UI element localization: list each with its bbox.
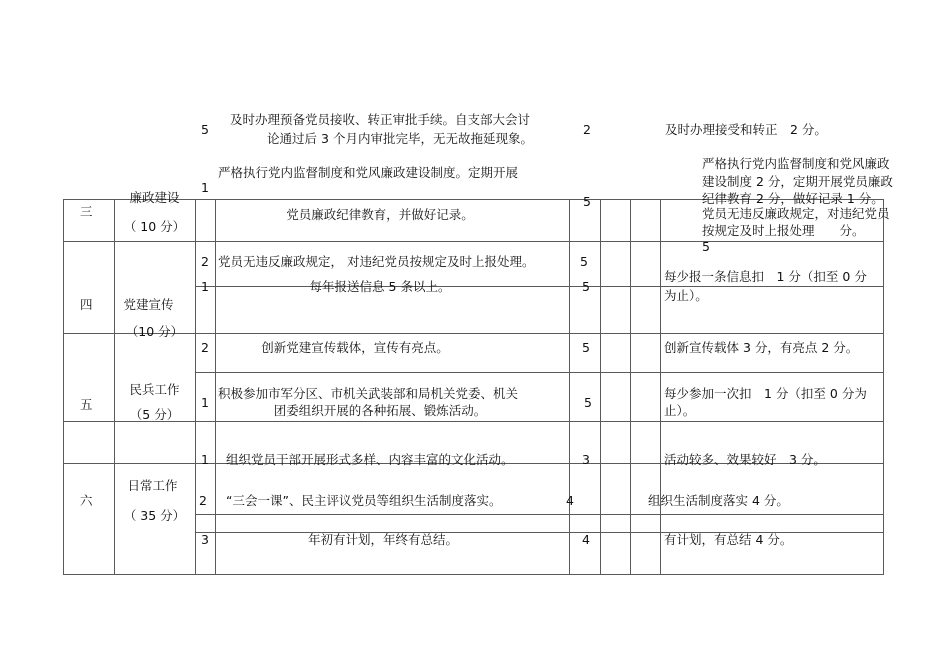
item-index: 1 bbox=[201, 180, 209, 195]
item-points: 5 bbox=[582, 279, 590, 294]
item-criteria-line: 5 bbox=[702, 239, 710, 254]
item-content-line: 每年报送信息 5 条以上。 bbox=[309, 279, 451, 294]
item-criteria-line: 有计划，有总结 4 分。 bbox=[664, 532, 793, 547]
col-divider bbox=[195, 199, 196, 575]
item-criteria-line: 党员无违反廉政规定，对违纪党员 bbox=[702, 206, 890, 221]
col-divider bbox=[215, 199, 216, 575]
item-criteria-line: 组织生活制度落实 4 分。 bbox=[648, 493, 789, 508]
item-content-line: 创新党建宣传载体，宣传有亮点。 bbox=[261, 340, 449, 355]
item-criteria-line: 止）。 bbox=[664, 403, 696, 418]
section-score: （5 分） bbox=[129, 407, 180, 422]
section-name: 党建宣传 bbox=[123, 297, 174, 312]
item-index: 1 bbox=[201, 279, 209, 294]
section-name: 廉政建设 bbox=[129, 190, 180, 205]
item-criteria-line: 创新宣传载体 3 分，有亮点 2 分。 bbox=[664, 340, 859, 355]
item-index: 2 bbox=[199, 493, 207, 508]
item-criteria-line: 活动较多、效果较好 3 分。 bbox=[664, 452, 826, 467]
item-content-line: 党员无违反廉政规定， 对违纪党员按规定及时上报处理。 bbox=[218, 254, 535, 269]
item-content-line: 论通过后 3 个月内审批完毕，无无故拖延现象。 bbox=[267, 131, 533, 146]
item-criteria-line: 按规定及时上报处理 分。 bbox=[702, 223, 865, 238]
item-content-line: 严格执行党内监督制度和党风廉政建设制度。定期开展 bbox=[218, 165, 519, 180]
row-divider bbox=[63, 241, 884, 242]
row-divider bbox=[196, 514, 884, 515]
section-name: 民兵工作 bbox=[129, 382, 180, 397]
table-border-left bbox=[63, 199, 64, 575]
section-name: 日常工作 bbox=[127, 478, 178, 493]
section-number: 六 bbox=[80, 493, 93, 508]
item-criteria-line: 严格执行党内监督制度和党风廉政 bbox=[702, 156, 890, 171]
item-content-line: 积极参加市军分区、市机关武装部和局机关党委、机关 bbox=[218, 386, 519, 401]
item-content-line: 组织党员干部开展形式多样、内容丰富的文化活动。 bbox=[226, 452, 514, 467]
item-points: 4 bbox=[566, 493, 574, 508]
item-content-line: 团委组织开展的各种拓展、锻炼活动。 bbox=[273, 403, 487, 418]
item-content-line: 党员廉政纪律教育，并做好记录。 bbox=[286, 207, 474, 222]
item-content-line: 年初有计划，年终有总结。 bbox=[307, 532, 458, 547]
section-number: 五 bbox=[80, 397, 93, 412]
item-index: 5 bbox=[201, 122, 209, 137]
item-criteria-line: 每少报一条信息扣 1 分（扣至 0 分 bbox=[664, 269, 867, 284]
item-points: 3 bbox=[582, 452, 590, 467]
item-points: 5 bbox=[583, 194, 591, 209]
row-divider bbox=[196, 372, 884, 373]
item-points: 4 bbox=[582, 532, 590, 547]
section-score: （ 35 分） bbox=[123, 508, 186, 523]
item-index: 1 bbox=[201, 395, 209, 410]
section-score: （10 分） bbox=[125, 324, 184, 339]
item-index: 2 bbox=[201, 254, 209, 269]
section-number: 四 bbox=[80, 297, 93, 312]
item-content-line: 及时办理预备党员接收、转正审批手续。自支部大会讨 bbox=[229, 112, 530, 127]
item-criteria-line: 及时办理接受和转正 2 分。 bbox=[665, 122, 827, 137]
item-points: 5 bbox=[580, 254, 588, 269]
col-divider bbox=[569, 199, 570, 575]
item-criteria-line: 为止）。 bbox=[664, 288, 708, 303]
item-points: 5 bbox=[582, 340, 590, 355]
item-index: 1 bbox=[201, 452, 209, 467]
col-divider bbox=[660, 199, 661, 575]
section-number: 三 bbox=[80, 204, 93, 219]
item-criteria-line: 每少参加一次扣 1 分（扣至 0 分为 bbox=[664, 386, 867, 401]
col-divider bbox=[630, 199, 631, 575]
item-content-line: “三会一课”、民主评议党员等组织生活制度落实。 bbox=[226, 493, 502, 508]
item-criteria-line: 建设制度 2 分，定期开展党员廉政 bbox=[702, 174, 893, 189]
item-points: 2 bbox=[583, 122, 591, 137]
col-divider bbox=[600, 199, 601, 575]
item-criteria-line: 纪律教育 2 分，做好记录 1 分。 bbox=[702, 191, 884, 206]
item-index: 3 bbox=[201, 532, 209, 547]
table-border-right bbox=[883, 199, 884, 575]
section-score: （ 10 分） bbox=[123, 219, 186, 234]
item-index: 2 bbox=[201, 340, 209, 355]
table-border-bottom bbox=[63, 574, 884, 575]
item-points: 5 bbox=[584, 395, 592, 410]
